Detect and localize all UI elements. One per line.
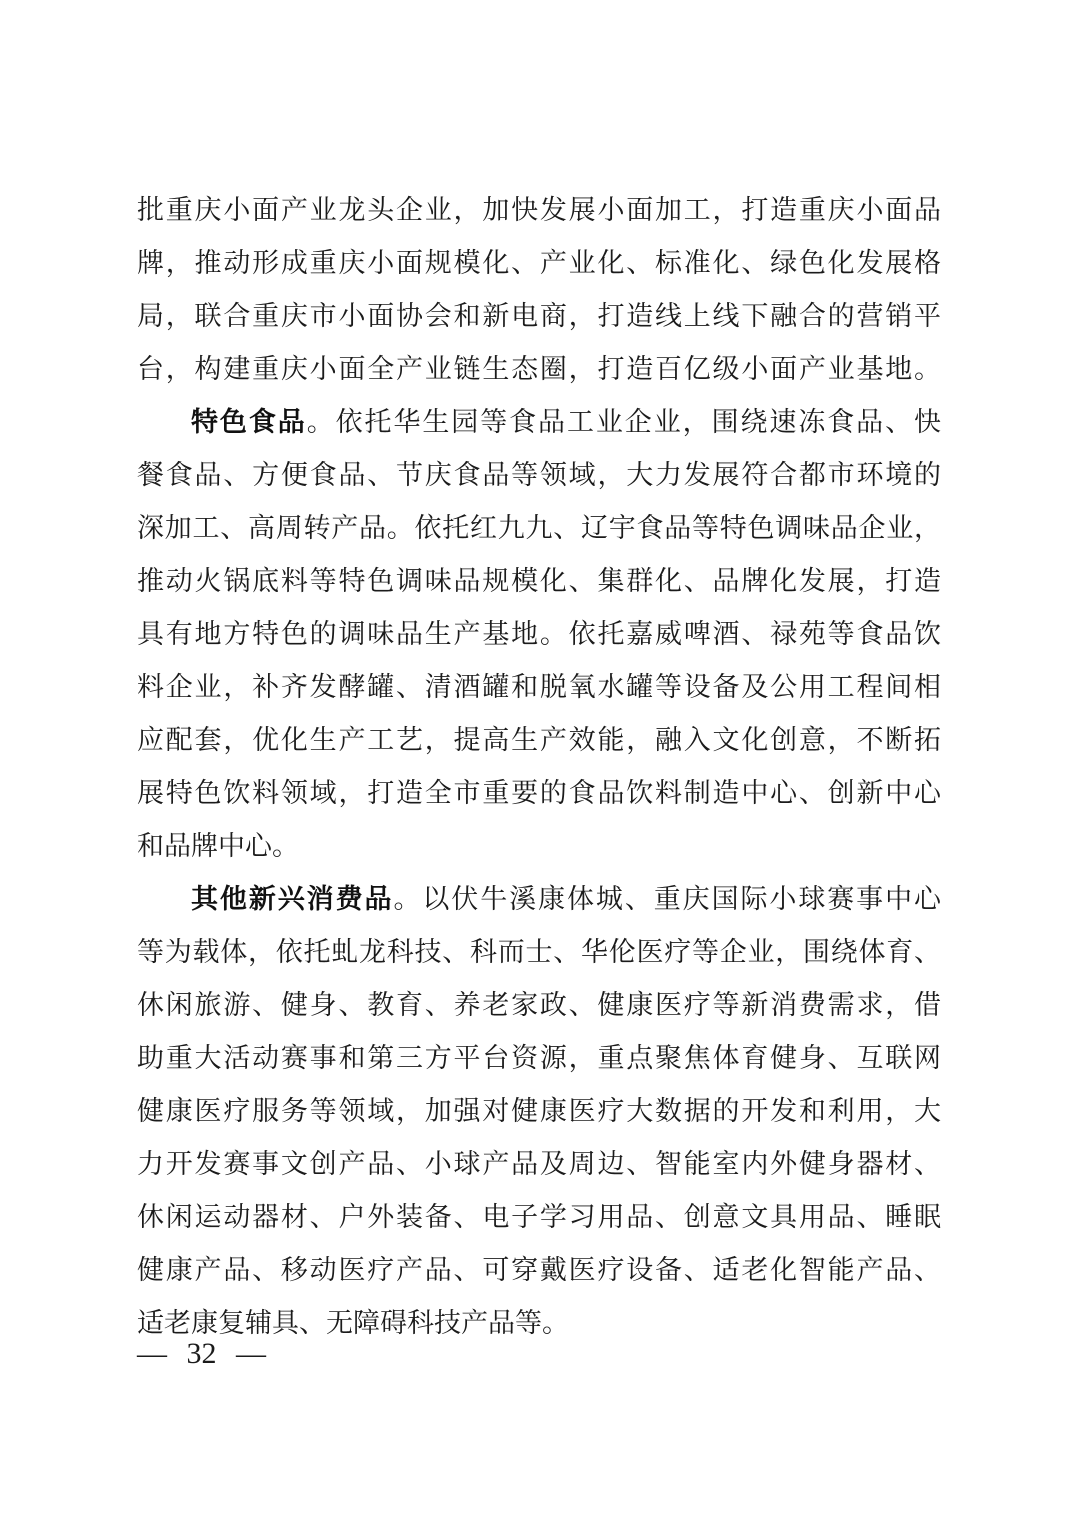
text-line: 展特色饮料领域，打造全市重要的食品饮料制造中心、创新中心 [137, 778, 941, 808]
text-line: 牌，推动形成重庆小面规模化、产业化、标准化、绿色化发展格 [137, 248, 941, 278]
text-line: 和品牌中心。 [137, 831, 299, 861]
section-heading: 特色食品 [191, 407, 307, 437]
text-line: 健康产品、移动医疗产品、可穿戴医疗设备、适老化智能产品、 [137, 1255, 941, 1285]
text-line: 深加工、高周转产品。依托红九九、辽宇食品等特色调味品企业， [137, 513, 941, 543]
text-line: 局，联合重庆市小面协会和新电商，打造线上线下融合的营销平 [137, 301, 941, 331]
text-line: 休闲运动器材、户外装备、电子学习用品、创意文具用品、睡眠 [137, 1202, 941, 1232]
page-footer [137, 1332, 266, 1376]
text-line: 具有地方特色的调味品生产基地。依托嘉威啤酒、禄苑等食品饮 [137, 619, 941, 649]
text-line: 其他新兴消费品。以伏牛溪康体城、重庆国际小球赛事中心 [191, 884, 942, 914]
text-line: 等为载体，依托虬龙科技、科而士、华伦医疗等企业，围绕体育、 [137, 937, 941, 967]
text-line: 特色食品。依托华生园等食品工业企业，围绕速冻食品、快 [191, 407, 942, 437]
text-line: 休闲旅游、健身、教育、养老家政、健康医疗等新消费需求，借 [137, 990, 941, 1020]
text-line: 批重庆小面产业龙头企业，加快发展小面加工，打造重庆小面品 [137, 195, 941, 225]
page-number: — 32 — [137, 1337, 266, 1370]
text-line: 应配套，优化生产工艺，提高生产效能，融入文化创意，不断拓 [137, 725, 941, 755]
text-line: 餐食品、方便食品、节庆食品等领域，大力发展符合都市环境的 [137, 460, 941, 490]
text-line: 料企业，补齐发酵罐、清酒罐和脱氧水罐等设备及公用工程间相 [137, 672, 941, 702]
document-body [137, 184, 941, 1350]
text-line: 力开发赛事文创产品、小球产品及周边、智能室内外健身器材、 [137, 1149, 941, 1179]
section-heading: 其他新兴消费品 [191, 884, 394, 914]
text-line: 推动火锅底料等特色调味品规模化、集群化、品牌化发展，打造 [137, 566, 941, 596]
text-line: 健康医疗服务等领域，加强对健康医疗大数据的开发和利用，大 [137, 1096, 941, 1126]
text-line: 助重大活动赛事和第三方平台资源，重点聚焦体育健身、互联网 [137, 1043, 941, 1073]
text-line: 台，构建重庆小面全产业链生态圈，打造百亿级小面产业基地。 [137, 354, 941, 384]
text-line: 适老康复辅具、无障碍科技产品等。 [137, 1308, 569, 1338]
